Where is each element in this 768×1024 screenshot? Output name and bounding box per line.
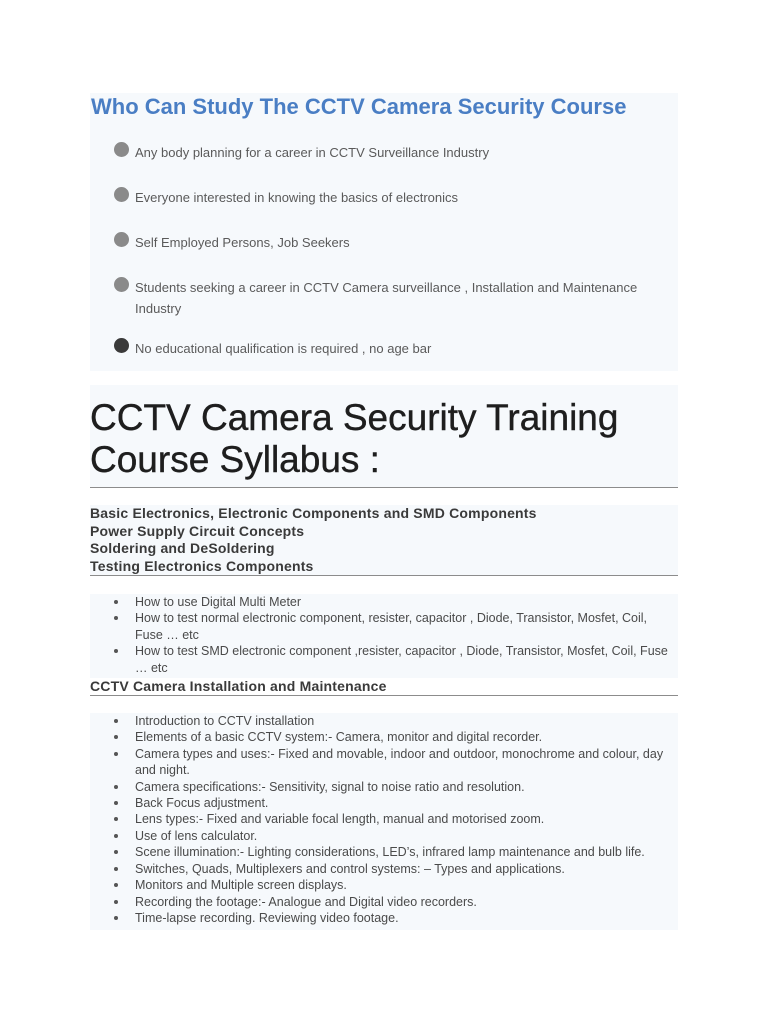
list-item-text: Elements of a basic CCTV system:- Camera, monitor and digital recorder.	[135, 730, 543, 745]
list-item-text: No educational qualification is required , no age bar	[135, 341, 432, 356]
list-item	[90, 594, 678, 610]
bullet-dot-icon	[114, 752, 118, 756]
list-item-text: Camera types and uses:- Fixed and movable, indoor and outdoor, monochrome and colour, day and night.	[135, 746, 664, 778]
list-item-text: Monitors and Multiple screen displays.	[135, 878, 347, 893]
bullet-dot-icon	[114, 232, 129, 247]
list-item	[90, 187, 678, 208]
bullet-dot-icon	[114, 338, 129, 353]
divider	[90, 695, 678, 696]
bullet-dot-icon	[114, 883, 118, 887]
list-item	[90, 610, 678, 643]
testing-list	[90, 594, 678, 678]
list-item	[90, 142, 678, 163]
list-item	[90, 894, 678, 910]
list-item	[90, 643, 678, 676]
list-item-text: Recording the footage:- Analogue and Digital video recorders.	[135, 894, 477, 909]
bullet-dot-icon	[114, 616, 118, 620]
topic-heading: Power Supply Circuit Concepts	[90, 522, 305, 539]
list-item	[90, 795, 678, 811]
list-item-text: Students seeking a career in CCTV Camera surveillance , Installation and Maintenance Industry	[135, 280, 638, 316]
list-item-text: Time-lapse recording. Reviewing video footage.	[135, 910, 399, 925]
bullet-dot-icon	[114, 916, 118, 920]
topic-heading: Soldering and DeSoldering	[90, 540, 275, 556]
list-item-text: How to use Digital Multi Meter	[135, 595, 302, 609]
bullet-dot-icon	[114, 867, 118, 871]
who-can-study-heading: Who Can Study The CCTV Camera Security Course	[91, 94, 627, 119]
who-can-study-section	[90, 93, 678, 371]
bullet-dot-icon	[114, 649, 118, 653]
list-item	[90, 811, 678, 827]
bullet-dot-icon	[114, 817, 118, 821]
divider	[90, 575, 678, 576]
list-item-text: How to test normal electronic component, resister, capacitor , Diode, Transistor, Mosfet, Coil, Fuse … etc	[135, 611, 648, 642]
list-item	[90, 746, 678, 779]
bullet-dot-icon	[114, 600, 118, 604]
list-item-text: Use of lens calculator.	[135, 828, 258, 843]
installation-heading: CCTV Camera Installation and Maintenance	[90, 678, 387, 695]
list-item	[90, 910, 678, 926]
bullet-dot-icon	[114, 187, 129, 202]
who-can-study-list	[90, 142, 678, 359]
list-item	[90, 861, 678, 877]
divider	[90, 487, 678, 488]
bullet-dot-icon	[114, 785, 118, 789]
bullet-dot-icon	[114, 834, 118, 838]
list-item-text: Introduction to CCTV installation	[135, 714, 315, 729]
bullet-dot-icon	[114, 719, 118, 723]
list-item-text: How to test SMD electronic component ,resister, capacitor , Diode, Transistor, Mosfet, Coil, Fuse … etc	[135, 644, 668, 675]
list-item-text: Any body planning for a career in CCTV Surveillance Industry	[135, 145, 490, 160]
list-item-text: Back Focus adjustment.	[135, 796, 269, 811]
installation-list	[90, 713, 678, 930]
list-item-text: Switches, Quads, Multiplexers and control systems: – Types and applications.	[135, 861, 565, 876]
list-item-text: Scene illumination:- Lighting considerations, LED’s, infrared lamp maintenance and bulb life.	[135, 845, 645, 860]
topic-heading: Basic Electronics, Electronic Components and SMD Components	[90, 505, 537, 521]
list-item	[90, 729, 678, 745]
bullet-dot-icon	[114, 142, 129, 157]
bullet-dot-icon	[114, 801, 118, 805]
list-item	[90, 713, 678, 729]
bullet-dot-icon	[114, 735, 118, 739]
syllabus-title-section	[90, 385, 678, 487]
list-item-text: Camera specifications:- Sensitivity, signal to noise ratio and resolution.	[135, 779, 525, 794]
list-item	[90, 779, 678, 795]
list-item-text: Everyone interested in knowing the basics of electronics	[135, 190, 459, 205]
list-item	[90, 828, 678, 844]
bullet-dot-icon	[114, 277, 129, 292]
list-item	[90, 232, 678, 253]
list-item	[90, 844, 678, 860]
list-item-text: Lens types:- Fixed and variable focal length, manual and motorised zoom.	[135, 812, 545, 827]
syllabus-topics	[90, 505, 678, 575]
bullet-dot-icon	[114, 850, 118, 854]
list-item	[90, 338, 678, 359]
list-item	[90, 277, 678, 319]
list-item-text: Self Employed Persons, Job Seekers	[135, 235, 350, 250]
topic-heading: Testing Electronics Components	[90, 557, 314, 574]
list-item	[90, 877, 678, 893]
bullet-dot-icon	[114, 900, 118, 904]
syllabus-heading: CCTV Camera Security Training Course Syllabus :	[90, 397, 619, 480]
document-page	[90, 93, 678, 930]
